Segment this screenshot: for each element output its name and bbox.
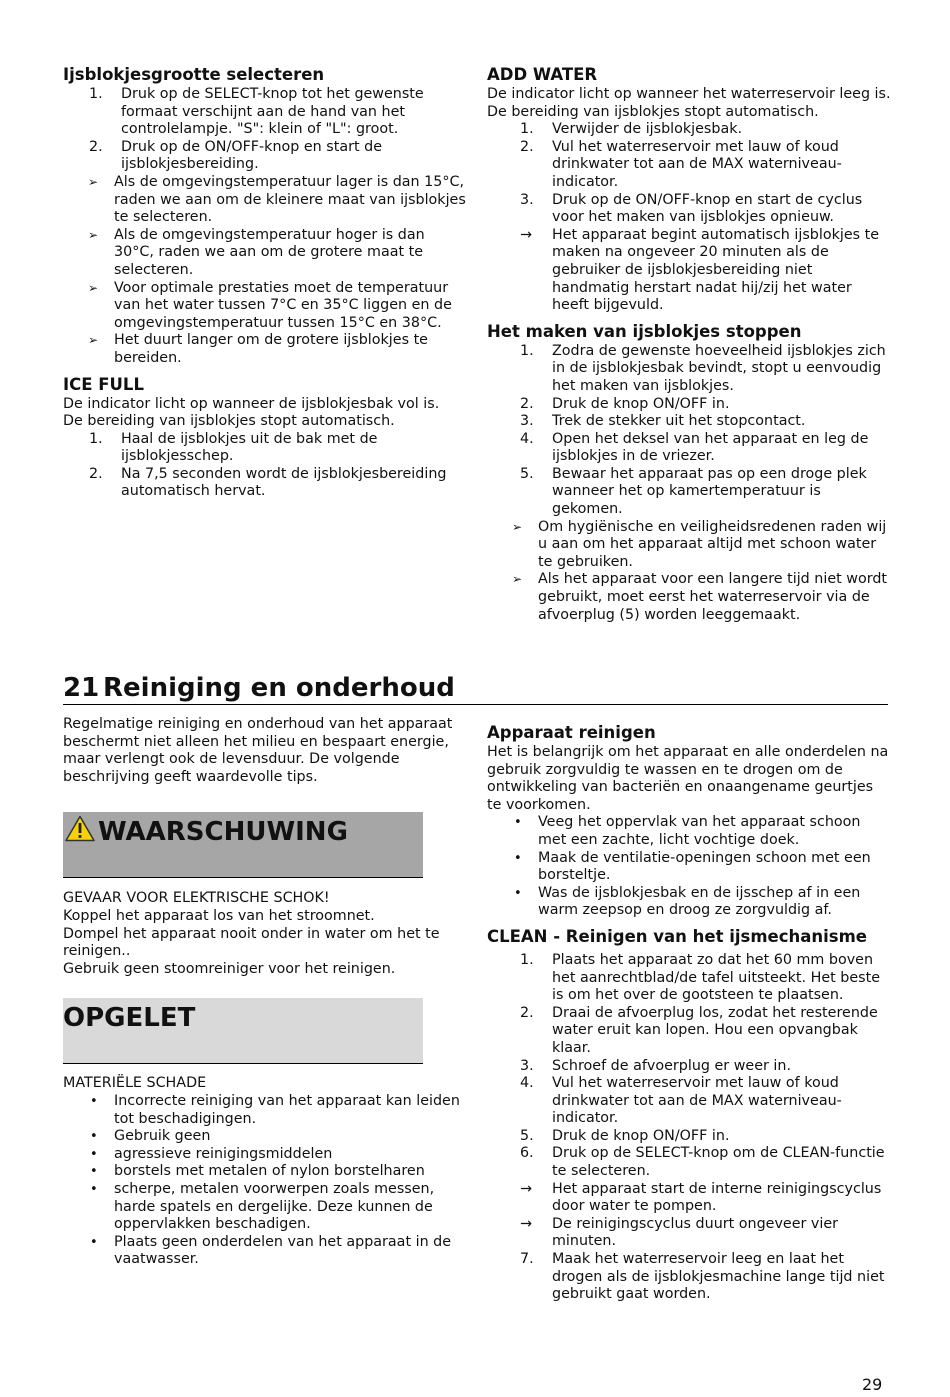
list-item: 2. Draai de afvoerplug los, zodat het resterende water eruit kan lopen. Hou een opvangbak klaar. bbox=[520, 1004, 878, 1056]
bullet-dot-icon: • bbox=[90, 1181, 98, 1197]
list-item: • Maak de ventilatie-openingen schoon met een borsteltje. bbox=[514, 849, 871, 884]
list-item: 7. Maak het waterreservoir leeg en laat het drogen als de ijsblokjesmachine lange tijd niet gebruikt gaat worden. bbox=[520, 1251, 885, 1303]
list-item: → Het apparaat start de interne reinigingscyclus door water te pompen. bbox=[520, 1180, 882, 1215]
page-number: 29 bbox=[862, 1375, 883, 1394]
list-item: 1. Haal de ijsblokjes uit de bak met de ijsblokjesschep. bbox=[89, 430, 378, 465]
size-steps-list bbox=[63, 86, 468, 174]
addwater-heading: ADD WATER bbox=[487, 65, 598, 84]
right-column-top bbox=[487, 64, 892, 624]
addwater-steps-list bbox=[487, 121, 892, 227]
list-item: 2. Druk op de ON/OFF-knop en start de ijsblokjesbereiding. bbox=[89, 138, 383, 173]
list-item: ➢ Als de omgevingstemperatuur hoger is dan 30°C, raden we aan om de grotere maat te selecteren. bbox=[88, 226, 425, 278]
left-column-bottom bbox=[63, 716, 468, 1269]
clean-list bbox=[487, 814, 892, 920]
caution-title: OPGELET bbox=[63, 1003, 196, 1034]
list-item: 3. Schroef de afvoerplug er weer in. bbox=[520, 1057, 792, 1074]
tip-arrow-icon: ➢ bbox=[88, 174, 99, 189]
right-arrow-icon: → bbox=[520, 1180, 532, 1197]
list-item: → Het apparaat begint automatisch ijsblokjes te maken na ongeveer 20 minuten als de gebruiker de ijsblokjesbereiding niet handmatig herstart nadat hij/zij het water heeft bijgevuld. bbox=[520, 226, 880, 314]
list-item: • Was de ijsblokjesbak en de ijsschep af in een warm zeepsop en droog ze zorgvuldig af. bbox=[514, 884, 861, 919]
warning-line: Dompel het apparaat nooit onder in water om het te reinigen.. bbox=[63, 925, 440, 960]
list-item: 1. Zodra de gewenste hoeveelheid ijsblokjes zich in de ijsblokjesbak bevindt, stopt u eenvoudig het maken van ijsblokjes. bbox=[520, 342, 886, 394]
chapter-title: Reiniging en onderhoud bbox=[103, 673, 455, 703]
warning-line: Gebruik geen stoomreiniger voor het reinigen. bbox=[63, 960, 396, 977]
right-arrow-icon: → bbox=[520, 226, 532, 243]
chapter-heading bbox=[63, 672, 888, 705]
caution-subtitle: MATERIËLE SCHADE bbox=[63, 1075, 207, 1092]
bullet-dot-icon: • bbox=[90, 1164, 98, 1180]
list-item: • Gebruik geen bbox=[90, 1128, 211, 1145]
size-tips-list bbox=[63, 174, 468, 368]
icefull-intro: De bereiding van ijsblokjes stopt automatisch. bbox=[63, 413, 395, 430]
addwater-arrow-list bbox=[487, 227, 892, 315]
caution-box bbox=[63, 998, 423, 1064]
list-item: 4. Vul het waterreservoir met lauw of koud drinkwater tot aan de MAX waterniveau-indicator. bbox=[520, 1075, 842, 1127]
list-item: ➢ Om hygiënische en veiligheidsredenen raden wij u aan om het apparaat altijd met schoon water te gebruiken. bbox=[512, 518, 887, 570]
bullet-dot-icon: • bbox=[90, 1093, 98, 1109]
list-item: ➢ Voor optimale prestaties moet de temperatuur van het water tussen 7°C en 35°C liggen en de omgevingstemperatuur tussen 15°C en 38°C. bbox=[88, 279, 452, 331]
size-heading: Ijsblokjesgrootte selecteren bbox=[63, 65, 325, 84]
list-item: ➢ Het duurt langer om de grotere ijsblokjes te bereiden. bbox=[88, 332, 428, 366]
bullet-dot-icon: • bbox=[90, 1146, 98, 1162]
list-item: • Plaats geen onderdelen van het apparaat in de vaatwasser. bbox=[90, 1233, 452, 1268]
list-item: 3. Trek de stekker uit het stopcontact. bbox=[520, 413, 806, 430]
list-item: 2. Druk de knop ON/OFF in. bbox=[520, 395, 730, 412]
addwater-intro: De bereiding van ijsblokjes stopt automatisch. bbox=[487, 103, 819, 120]
list-item: • Veeg het oppervlak van het apparaat schoon met een zachte, licht vochtige doek. bbox=[514, 814, 861, 848]
caution-list bbox=[63, 1093, 468, 1269]
bullet-dot-icon: • bbox=[514, 850, 522, 866]
list-item: 4. Open het deksel van het apparaat en leg de ijsblokjes in de vriezer. bbox=[520, 430, 869, 465]
list-item: 3. Druk op de ON/OFF-knop en start de cyclus voor het maken van ijsblokjes opnieuw. bbox=[520, 191, 863, 226]
list-item: 2. Vul het waterreservoir met lauw of koud drinkwater tot aan de MAX waterniveau-indicator. bbox=[520, 138, 842, 190]
list-item: 1. Plaats het apparaat zo dat het 60 mm boven het aanrechtblad/de tafel uitsteekt. Het beste is om het over de gootsteen te plaatsen. bbox=[520, 951, 880, 1004]
list-item: 6. Druk op de SELECT-knop om de CLEAN-functie te selecteren. bbox=[520, 1145, 885, 1180]
list-item: • scherpe, metalen voorwerpen zoals messen, harde spatels en dergelijke. Deze kunnen de oppervlakken beschadigen. bbox=[90, 1180, 435, 1233]
tip-arrow-icon: ➢ bbox=[512, 572, 523, 587]
list-item: • agressieve reinigingsmiddelen bbox=[90, 1145, 333, 1162]
chapter-intro: Regelmatige reiniging en onderhoud van het apparaat beschermt niet alleen het milieu en bespaart energie, maar verlengt ook de levensduur. De volgende beschrijving geeft waardevolle tips. bbox=[63, 716, 453, 785]
warning-triangle-icon bbox=[65, 815, 95, 842]
left-column-top bbox=[63, 64, 468, 501]
list-item: → De reinigingscyclus duurt ongeveer vier minuten. bbox=[520, 1215, 839, 1250]
warning-title: WAARSCHUWING bbox=[98, 817, 348, 848]
list-item: ➢ Als het apparaat voor een langere tijd niet wordt gebruikt, moet eerst het waterreservoir via de afvoerplug (5) worden leeggemaakt. bbox=[512, 571, 888, 623]
list-item: 1. Druk op de SELECT-knop tot het gewenste formaat verschijnt aan de hand van het controlelampje. "S": klein of "L": groot. bbox=[89, 86, 424, 138]
mech-heading: CLEAN - Reinigen van het ijsmechanisme bbox=[487, 926, 867, 946]
list-item: • Incorrecte reiniging van het apparaat kan leiden tot beschadigingen. bbox=[90, 1092, 460, 1127]
list-item: 5. Druk de knop ON/OFF in. bbox=[520, 1127, 730, 1144]
tip-arrow-icon: ➢ bbox=[512, 519, 523, 534]
bullet-dot-icon: • bbox=[514, 885, 522, 901]
stop-steps-list bbox=[487, 343, 892, 519]
icefull-heading: ICE FULL bbox=[63, 374, 144, 394]
warning-line: GEVAAR VOOR ELEKTRISCHE SCHOK! bbox=[63, 890, 330, 907]
bullet-dot-icon: • bbox=[90, 1234, 98, 1250]
right-arrow-icon: → bbox=[520, 1215, 532, 1232]
list-item: ➢ Als de omgevingstemperatuur lager is dan 15°C, raden we aan om de kleinere maat van ijsblokjes te selecteren. bbox=[88, 173, 466, 226]
chapter-number: 21 bbox=[63, 673, 100, 703]
clean-intro: Het is belangrijk om het apparaat en alle onderdelen na gebruik zorgvuldig te wassen en te drogen om de ontwikkeling van bacteriën en onaangename geurtjes te voorkomen. bbox=[487, 744, 889, 813]
warning-box bbox=[63, 812, 423, 878]
list-item: 1. Verwijder de ijsblokjesbak. bbox=[520, 121, 743, 138]
addwater-intro: De indicator licht op wanneer het waterreservoir leeg is. bbox=[487, 86, 891, 102]
icefull-steps-list bbox=[63, 431, 468, 501]
icefull-intro: De indicator licht op wanneer de ijsblokjesbak vol is. bbox=[63, 395, 440, 412]
stop-tips-list bbox=[487, 519, 892, 625]
warning-line: Koppel het apparaat los van het stroomnet. bbox=[63, 907, 375, 924]
bullet-dot-icon: • bbox=[90, 1129, 98, 1145]
mech-arrow-list bbox=[487, 1181, 892, 1251]
stop-heading: Het maken van ijsblokjes stoppen bbox=[487, 321, 802, 341]
list-item: • borstels met metalen of nylon borstelharen bbox=[90, 1163, 425, 1180]
tip-arrow-icon: ➢ bbox=[88, 227, 99, 242]
list-item: 2. Na 7,5 seconden wordt de ijsblokjesbereiding automatisch hervat. bbox=[89, 465, 447, 500]
bullet-dot-icon: • bbox=[514, 815, 522, 831]
mech-steps-list-end bbox=[487, 1251, 892, 1304]
tip-arrow-icon: ➢ bbox=[88, 333, 99, 348]
right-column-bottom bbox=[487, 722, 892, 1304]
mech-steps-list bbox=[487, 952, 892, 1181]
clean-heading: Apparaat reinigen bbox=[487, 723, 656, 742]
tip-arrow-icon: ➢ bbox=[88, 280, 99, 295]
list-item: 5. Bewaar het apparaat pas op een droge plek wanneer het op kamertemperatuur is gekomen. bbox=[520, 465, 867, 518]
